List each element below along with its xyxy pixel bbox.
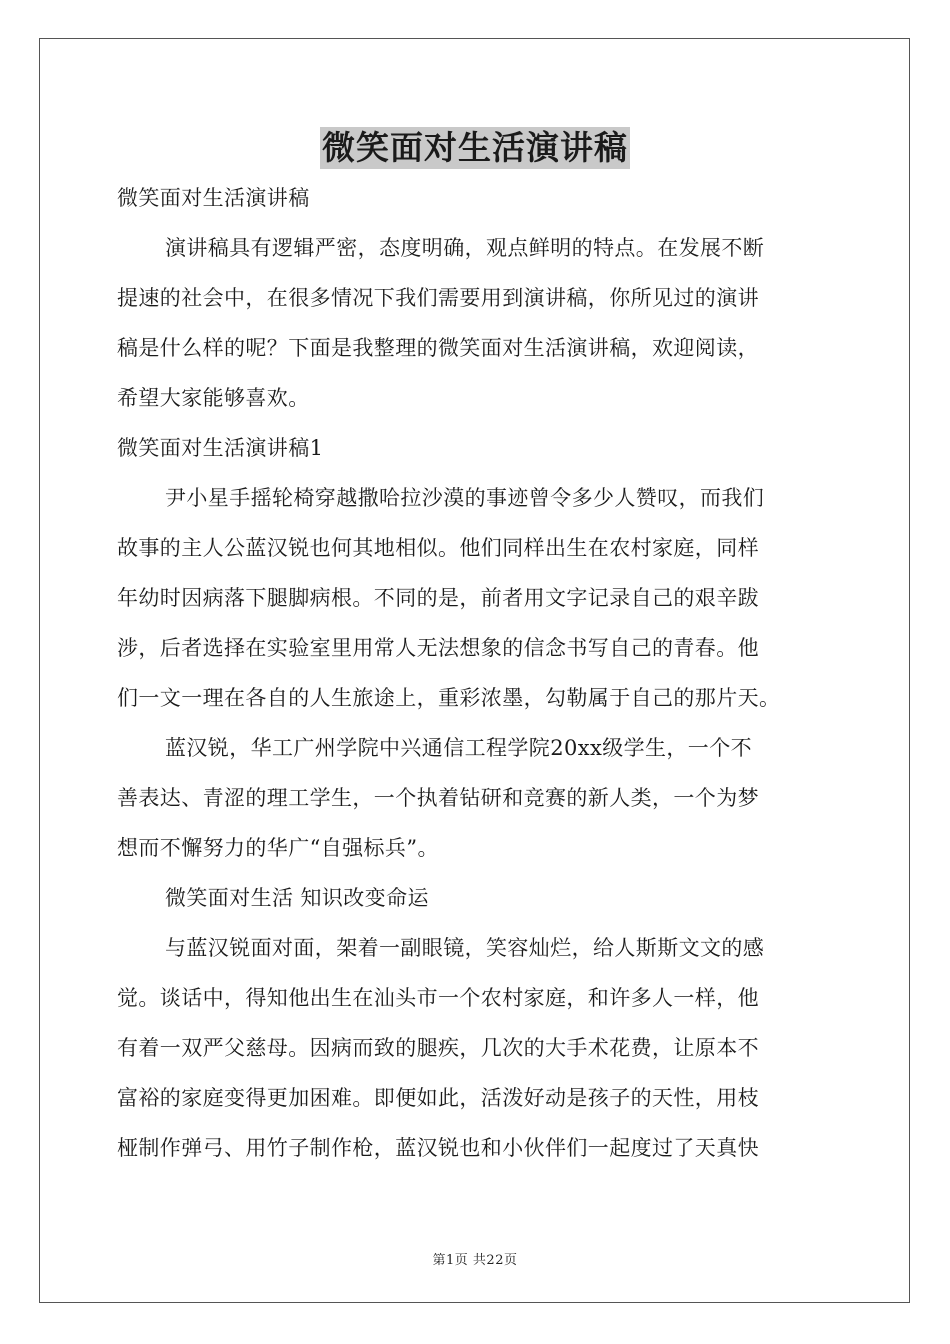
paragraph-line: 觉。谈话中，得知他出生在汕头市一个农村家庭，和许多人一样，他 [117,986,759,1010]
paragraph-line: 有着一双严父慈母。因病而致的腿疾，几次的大手术花费，让原本不 [117,1036,759,1060]
paragraph-line: 故事的主人公蓝汉锐也何其地相似。他们同样出生在农村家庭，同样 [117,536,759,560]
title-container [0,127,950,169]
paragraph-line: 蓝汉锐，华工广州学院中兴通信工程学院20xx级学生，一个不 [165,736,753,760]
paragraph-line: 希望大家能够喜欢。 [117,386,310,410]
document-title: 微笑面对生活演讲稿 [322,128,628,167]
paragraph-line: 想而不懈努力的华广“自强标兵”。 [117,836,439,860]
page-footer: 第1页 共22页 [432,1253,518,1268]
paragraph-line: 尹小星手摇轮椅穿越撒哈拉沙漠的事迹曾令多少人赞叹，而我们 [165,486,765,510]
paragraph-line: 年幼时因病落下腿脚病根。不同的是，前者用文字记录自己的艰辛跋 [117,586,759,610]
paragraph-line: 与蓝汉锐面对面，架着一副眼镜，笑容灿烂，给人斯斯文文的感 [165,936,765,960]
paragraph-line: 善表达、青涩的理工学生，一个执着钻研和竞赛的新人类，一个为梦 [117,786,759,810]
paragraph-line: 提速的社会中，在很多情况下我们需要用到演讲稿，你所见过的演讲 [117,286,759,310]
paragraph-line: 们一文一理在各自的人生旅途上，重彩浓墨，勾勒属于自己的那片天。 [117,686,781,710]
subheading-line: 微笑面对生活 知识改变命运 [165,886,429,910]
paragraph-line: 桠制作弹弓、用竹子制作枪，蓝汉锐也和小伙伴们一起度过了天真快 [117,1136,759,1160]
section-heading: 微笑面对生活演讲稿1 [117,436,324,460]
paragraph-line: 演讲稿具有逻辑严密，态度明确，观点鲜明的特点。在发展不断 [165,236,765,260]
paragraph-line: 涉，后者选择在实验室里用常人无法想象的信念书写自己的青春。他 [117,636,759,660]
subtitle-line: 微笑面对生活演讲稿 [117,186,310,210]
paragraph-line: 富裕的家庭变得更加困难。即便如此，活泼好动是孩子的天性，用枝 [117,1086,759,1110]
paragraph-line: 稿是什么样的呢？下面是我整理的微笑面对生活演讲稿，欢迎阅读， [117,336,759,360]
